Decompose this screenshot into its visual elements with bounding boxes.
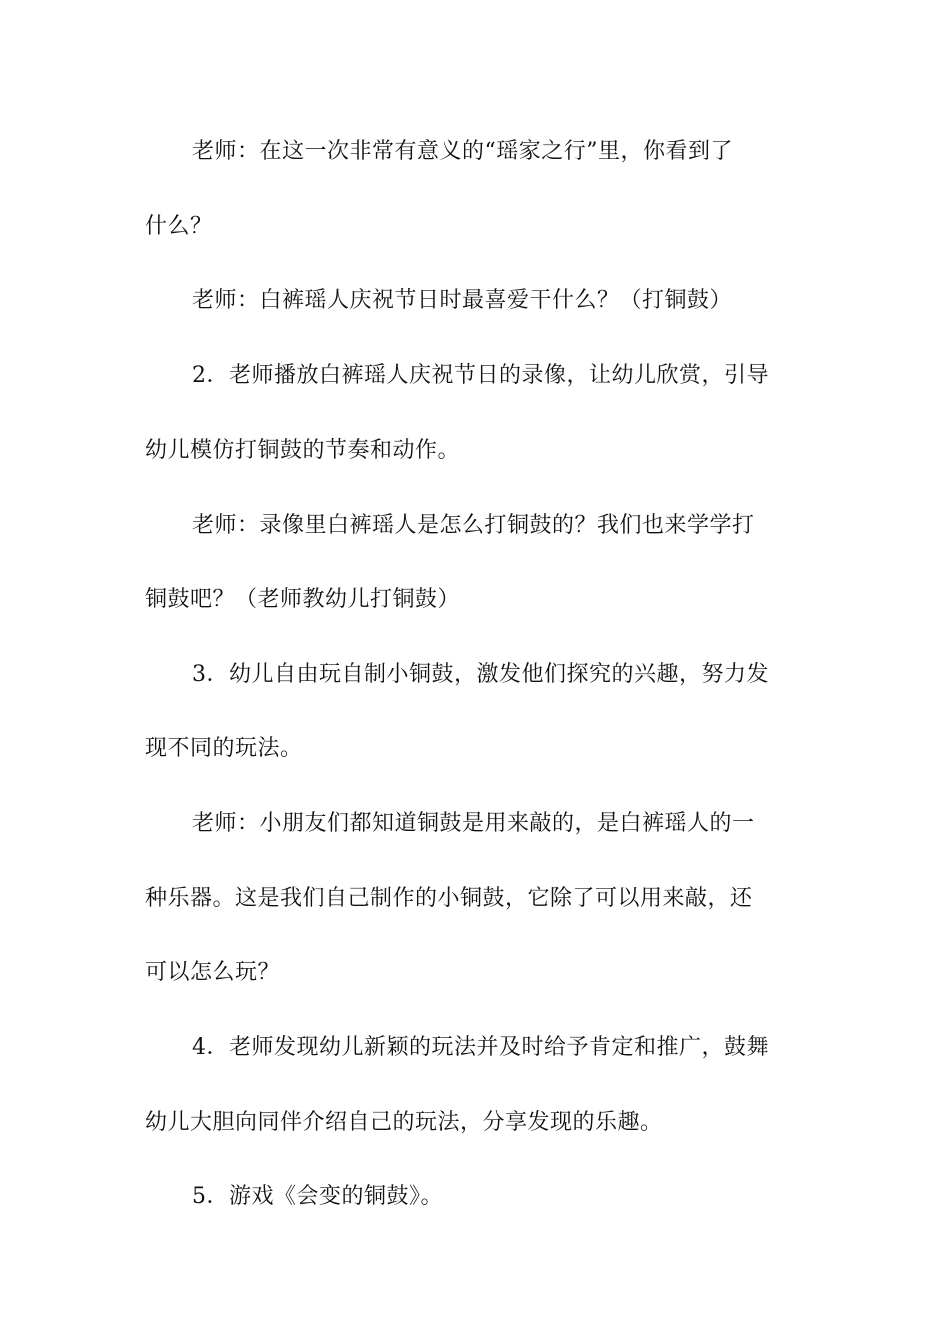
- paragraph-1-line-1: 老师：在这一次非常有意义的“瑶家之行”里，你看到了: [192, 139, 733, 164]
- paragraph-4-line-2: 铜鼓吧？（老师教幼儿打铜鼓）: [145, 587, 461, 612]
- paragraph-7-line-1: 4．老师发现幼儿新颖的玩法并及时给予肯定和推广，鼓舞: [192, 1035, 769, 1060]
- paragraph-3-line-2: 幼儿模仿打铜鼓的节奏和动作。: [145, 438, 461, 463]
- paragraph-6-line-3: 可以怎么玩？: [145, 960, 281, 985]
- paragraph-3-line-1: 2．老师播放白裤瑶人庆祝节日的录像，让幼儿欣赏，引导: [192, 363, 769, 388]
- paragraph-2-line-1: 老师：白裤瑶人庆祝节日时最喜爱干什么？（打铜鼓）: [192, 288, 733, 313]
- paragraph-6-line-1: 老师：小朋友们都知道铜鼓是用来敲的，是白裤瑶人的一: [192, 811, 755, 836]
- paragraph-1-line-2: 什么？: [145, 214, 213, 239]
- paragraph-8-line-1: 5．游戏《会变的铜鼓》。: [192, 1184, 443, 1209]
- paragraph-4-line-1: 老师：录像里白裤瑶人是怎么打铜鼓的？我们也来学学打: [192, 513, 755, 538]
- paragraph-5-line-1: 3．幼儿自由玩自制小铜鼓，激发他们探究的兴趣，努力发: [192, 662, 769, 687]
- paragraph-6-line-2: 种乐器。这是我们自己制作的小铜鼓，它除了可以用来敲，还: [145, 886, 753, 911]
- paragraph-5-line-2: 现不同的玩法。: [145, 736, 303, 761]
- paragraph-7-line-2: 幼儿大胆向同伴介绍自己的玩法，分享发现的乐趣。: [145, 1110, 663, 1135]
